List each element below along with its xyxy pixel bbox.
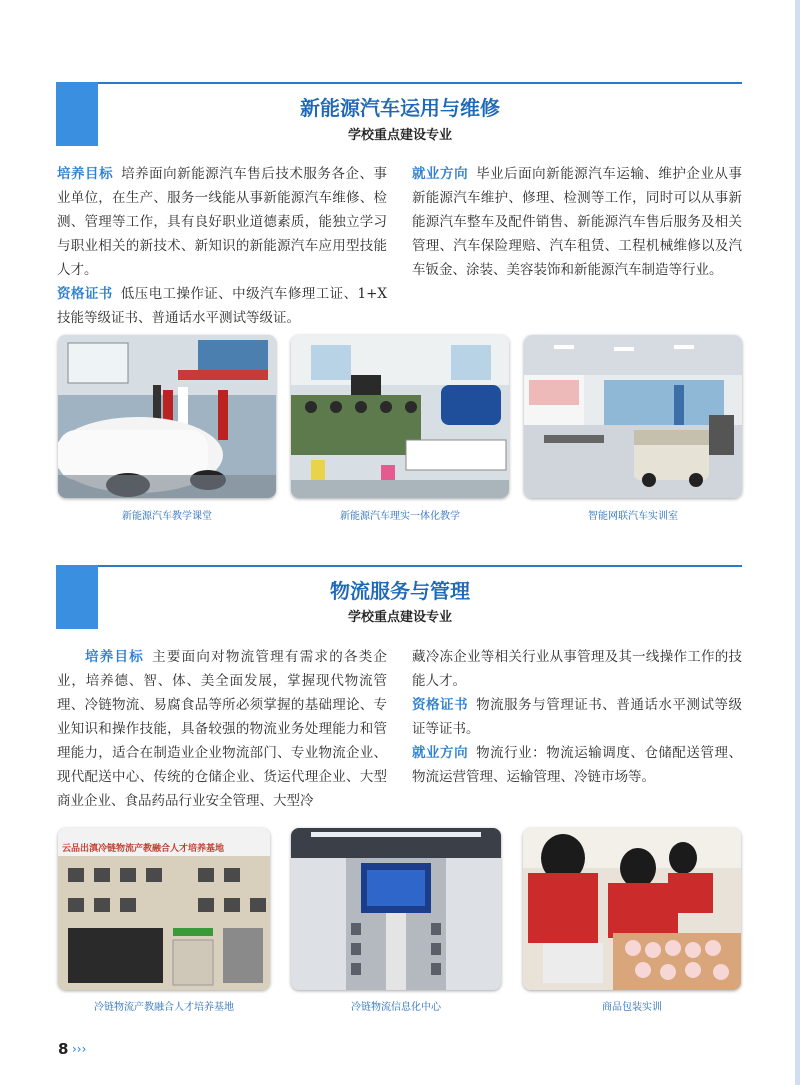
section1-subtitle: 学校重点建设专业 bbox=[347, 128, 452, 143]
section2-goal-label: 培养目标 bbox=[85, 649, 145, 665]
section2-left-column bbox=[57, 645, 387, 811]
section2-subtitle: 学校重点建设专业 bbox=[347, 610, 452, 625]
section1-left-column bbox=[57, 162, 387, 330]
section2-header-tab bbox=[56, 565, 98, 629]
photo-ev-integrated-teaching bbox=[291, 335, 509, 498]
connected-car-lab-illustration bbox=[524, 335, 742, 498]
page-number: 8 bbox=[58, 1040, 69, 1058]
section1-career-label: 就业方向 bbox=[412, 166, 469, 182]
section1-right-column bbox=[412, 162, 742, 282]
ev-classroom-illustration bbox=[58, 335, 276, 498]
packaging-training-illustration bbox=[523, 828, 741, 990]
section1-title: 新能源汽车运用与维修 bbox=[300, 96, 500, 120]
cold-chain-info-center-illustration bbox=[291, 828, 501, 990]
section1-cert-text: 低压电工操作证、中级汽车修理工证、1+X技能等级证书、普通话水平测试等级证。 bbox=[57, 286, 388, 326]
page-arrows-icon: ››› bbox=[72, 1042, 87, 1056]
caption-cold-chain-base: 冷链物流产教融合人才培养基地 bbox=[94, 1002, 234, 1013]
photo-cold-chain-info-center bbox=[291, 828, 501, 990]
section1-career-text: 毕业后面向新能源汽车运输、维护企业从事新能源汽车维护、修理、检测等工作，同时可以从事新能源汽车整车及配件销售、新能源汽车售后服务及相关管理、汽车保险理赔、汽车租赁、工程机械维修以及汽车钣金、涂装、美容装饰和新能源汽车制造等行业。 bbox=[412, 166, 743, 278]
caption-cold-chain-info-center: 冷链物流信息化中心 bbox=[351, 1002, 441, 1013]
section2-career-text: 物流行业：物流运输调度、仓储配送管理、物流运营管理、运输管理、冷链市场等。 bbox=[412, 745, 743, 785]
section1-career bbox=[412, 162, 742, 282]
section2-cert bbox=[412, 693, 742, 741]
section2-cert-text: 物流服务与管理证书、普通话水平测试等级证等证书。 bbox=[412, 697, 743, 737]
section2-header-line bbox=[56, 565, 742, 567]
caption-connected-car-lab: 智能网联汽车实训室 bbox=[588, 511, 678, 522]
section1-goal bbox=[57, 162, 387, 282]
photo-connected-car-lab bbox=[524, 335, 742, 498]
section2-cert-label: 资格证书 bbox=[412, 697, 469, 713]
caption-ev-integrated-teaching: 新能源汽车理实一体化教学 bbox=[340, 511, 460, 522]
section2-right-column bbox=[412, 645, 742, 789]
section1-cert bbox=[57, 282, 387, 330]
section1-cert-label: 资格证书 bbox=[57, 286, 113, 302]
caption-ev-classroom: 新能源汽车教学课堂 bbox=[122, 511, 212, 522]
section1-header-line bbox=[56, 82, 742, 84]
cold-chain-base-sign: 云品出滇冷链物流产教融合人才培养基地 bbox=[62, 844, 225, 854]
page-edge-bar bbox=[795, 0, 800, 1085]
caption-packaging-training: 商品包装实训 bbox=[602, 1002, 662, 1013]
section2-title: 物流服务与管理 bbox=[330, 579, 470, 603]
section2-career bbox=[412, 741, 742, 789]
section1-goal-text: 培养面向新能源汽车售后技术服务各企、事业单位，在生产、服务一线能从事新能源汽车维修、检测、管理等工作，具有良好职业道德素质，能独立学习与职业相关的新技术、新知识的新能源汽车应用型技能人才。 bbox=[57, 166, 388, 278]
photo-packaging-training bbox=[523, 828, 741, 990]
section2-goal-text-part1: 主要面向对物流管理有需求的各类企业，培养德、智、体、美全面发展，掌握现代物流管理、冷链物流、易腐食品等所必须掌握的基础理论、专业知识和操作技能，具备较强的物流业务处理能力和管理能力，适合在制造业企业物流部门、专业物流企业、现代配送中心、传统的仓储企业、货运代理企业、大型商业企业、食品药品行业安全管理、大型冷 bbox=[57, 649, 387, 809]
photo-ev-classroom bbox=[58, 335, 276, 498]
section2-goal-text-part2: 藏冷冻企业等相关行业从事管理及其一线操作工作的技能人才。 bbox=[412, 649, 742, 689]
section2-career-label: 就业方向 bbox=[412, 745, 469, 761]
section1-header-tab bbox=[56, 82, 98, 146]
ev-integrated-teaching-illustration bbox=[291, 335, 509, 498]
section1-goal-label: 培养目标 bbox=[57, 166, 114, 182]
